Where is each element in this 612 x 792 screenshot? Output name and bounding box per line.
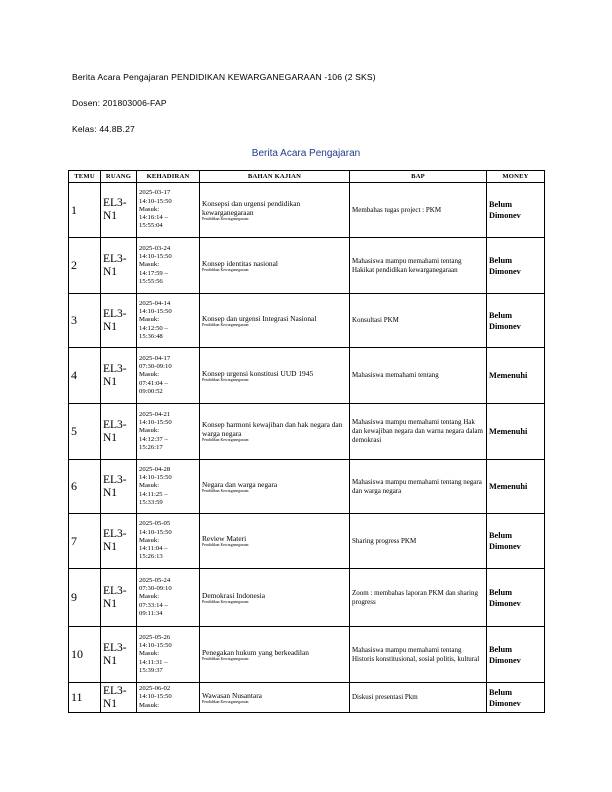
kehadiran-line: 15:26:17 — [139, 443, 163, 451]
kehadiran-line: 2025-04-21 — [139, 410, 171, 418]
cell-money-status: Memenuhi — [487, 348, 545, 404]
cell-kehadiran — [137, 404, 200, 460]
table-row — [69, 460, 545, 514]
kehadiran-line: 15:36:48 — [139, 332, 163, 340]
cell-bap: Sharing progress PKM — [350, 514, 487, 569]
bahan-reference: Pendidikan Kewarganegaraan — [202, 543, 249, 547]
cell-temu: 5 — [69, 404, 101, 460]
kehadiran-line: 07:33:14 – — [139, 601, 168, 609]
kehadiran-line: 2025-05-26 — [139, 633, 171, 641]
cell-money-status: Belum Dimonev — [487, 294, 545, 348]
kehadiran-line: 2025-03-17 — [139, 189, 171, 197]
cell-bahan-kajian — [200, 627, 350, 683]
cell-money-status: Belum Dimonev — [487, 238, 545, 294]
kehadiran-line: 09:11:34 — [139, 609, 163, 617]
kehadiran-line: 2025-04-14 — [139, 299, 171, 307]
cell-bahan-kajian — [200, 294, 350, 348]
cell-temu: 10 — [69, 627, 101, 683]
cell-kehadiran — [137, 569, 200, 627]
cell-ruang: EL3-N1 — [101, 460, 137, 514]
cell-money-status: Belum Dimonev — [487, 514, 545, 569]
kehadiran-line: 14:11:31 – — [139, 658, 168, 666]
bahan-reference: Pendidikan Kewarganegaraan — [202, 656, 249, 661]
cell-ruang: EL3-N1 — [101, 348, 137, 404]
bahan-reference: Pendidikan Kewarganegaraan — [202, 599, 249, 604]
kehadiran-line: 14:10-15:50 — [139, 474, 172, 482]
kehadiran-line: 07:41:04 – — [139, 379, 168, 387]
kehadiran-line: Masuk: — [139, 593, 160, 601]
cell-temu: 1 — [69, 183, 101, 238]
kehadiran-line: 15:26:13 — [139, 553, 163, 561]
cell-ruang: EL3-N1 — [101, 183, 137, 238]
cell-kehadiran — [137, 514, 200, 569]
table-row — [69, 569, 545, 627]
cell-bahan-kajian — [200, 569, 350, 627]
cell-ruang: EL3-N1 — [101, 627, 137, 683]
bahan-text: Konsep dan urgensi Integrasi Nasional — [202, 313, 317, 323]
kehadiran-line: Masuk: — [139, 650, 160, 658]
kehadiran-line: 15:39:37 — [139, 666, 163, 674]
cell-ruang: EL3-N1 — [101, 683, 137, 713]
kehadiran-line: Masuk: — [139, 701, 160, 709]
cell-bahan-kajian — [200, 183, 350, 238]
kehadiran-line: 14:16:14 – — [139, 214, 168, 222]
cell-bap: Mahasiswa mampu memahami tentang Hakikat pendidikan kewarganegaraan — [350, 238, 487, 294]
kehadiran-line: 14:10-15:50 — [139, 197, 172, 205]
class-line: Kelas: 44.8B.27 — [72, 124, 135, 134]
bahan-text: Negara dan warga negara — [202, 479, 278, 489]
bahan-text: Review Materi — [202, 534, 247, 543]
cell-temu: 2 — [69, 238, 101, 294]
kehadiran-line: 2025-05-05 — [139, 520, 171, 528]
kehadiran-line: Masuk: — [139, 427, 160, 435]
cell-money-status: Belum Dimonev — [487, 569, 545, 627]
cell-ruang: EL3-N1 — [101, 294, 137, 348]
cell-bap: Mahasiswa mampu memahami tentang negara dan warga negara — [350, 460, 487, 514]
kehadiran-line: 14:10-15:50 — [139, 253, 172, 261]
cell-money-status: Memenuhi — [487, 404, 545, 460]
cell-ruang: EL3-N1 — [101, 514, 137, 569]
table-row — [69, 183, 545, 238]
cell-ruang: EL3-N1 — [101, 569, 137, 627]
cell-temu: 3 — [69, 294, 101, 348]
col-header-ruang: RUANG — [101, 171, 137, 183]
bahan-text: Wawasan Nusantara — [202, 690, 262, 700]
kehadiran-line: Masuk: — [139, 371, 160, 379]
kehadiran-line: Masuk: — [139, 536, 160, 544]
cell-kehadiran — [137, 348, 200, 404]
cell-money-status: Memenuhi — [487, 460, 545, 514]
cell-kehadiran — [137, 183, 200, 238]
kehadiran-line: 14:12:50 – — [139, 324, 168, 332]
cell-kehadiran — [137, 460, 200, 514]
kehadiran-line: Masuk: — [139, 205, 160, 213]
kehadiran-line: Masuk: — [139, 261, 160, 269]
kehadiran-line: 14:10-15:50 — [139, 693, 172, 701]
col-header-kehadiran: KEHADIRAN — [137, 171, 200, 183]
kehadiran-line: 2025-04-28 — [139, 465, 171, 473]
bahan-reference: Pendidikan Kewarganegaraan — [202, 488, 249, 493]
kehadiran-line: 07:30-09:10 — [139, 585, 172, 593]
bahan-reference: Pendidikan Kewarganegaraan — [202, 377, 249, 382]
bahan-text: Penegakan hukum yang berkeadilan — [202, 647, 309, 657]
kehadiran-line: 14:10-15:50 — [139, 528, 172, 536]
cell-bahan-kajian — [200, 514, 350, 569]
cell-money-status: Belum Dimonev — [487, 683, 545, 713]
table-row — [69, 404, 545, 460]
kehadiran-line: 07:30-09:10 — [139, 363, 172, 371]
cell-bap: Mahasiswa mampu memahami tentang Hak dan kewajiban negara dan warna negara dalam demokrasi — [350, 404, 487, 460]
cell-kehadiran — [137, 238, 200, 294]
cell-bap: Diskusi presentasi Pkm — [350, 683, 487, 713]
kehadiran-line: 14:10-15:50 — [139, 642, 172, 650]
bahan-text: Konsep identitas nasional — [202, 258, 278, 268]
cell-temu: 7 — [69, 514, 101, 569]
document-heading: Berita Acara Pengajaran PENDIDIKAN KEWARGANEGARAAN -106 (2 SKS) — [72, 72, 376, 82]
kehadiran-line: 15:55:56 — [139, 277, 163, 285]
cell-money-status: Belum Dimonev — [487, 627, 545, 683]
col-header-money: MONEY — [487, 171, 545, 183]
table-header-row — [69, 171, 545, 183]
cell-bahan-kajian — [200, 238, 350, 294]
bahan-reference: Pendidikan Kewarganegaraan — [202, 699, 249, 704]
table-row — [69, 238, 545, 294]
bahan-text: Konsep harmoni kewajiban dan hak negara dan warga negara — [202, 420, 343, 438]
cell-ruang: EL3-N1 — [101, 404, 137, 460]
kehadiran-line: 2025-03-24 — [139, 244, 171, 252]
bahan-reference: Pendidikan Kewarganegaraan — [202, 438, 249, 442]
cell-kehadiran — [137, 627, 200, 683]
cell-bahan-kajian — [200, 460, 350, 514]
cell-bahan-kajian — [200, 683, 350, 713]
kehadiran-line: 14:12:37 – — [139, 435, 168, 443]
kehadiran-line: 14:10-15:50 — [139, 419, 172, 427]
table-row — [69, 348, 545, 404]
cell-bap: Mahasiswa mampu memahami tentang Historis konstitusional, sosial politis, kultural — [350, 627, 487, 683]
table-title: Berita Acara Pengajaran — [251, 148, 361, 159]
cell-kehadiran — [137, 294, 200, 348]
table-row — [69, 294, 545, 348]
cell-temu: 6 — [69, 460, 101, 514]
kehadiran-line: 2025-05-24 — [139, 576, 171, 584]
cell-bap: Konsultasi PKM — [350, 294, 487, 348]
bahan-reference: Pendidikan Kewarganegaraan — [202, 322, 249, 327]
cell-temu: 4 — [69, 348, 101, 404]
table-row — [69, 627, 545, 683]
kehadiran-line: 14:11:04 – — [139, 545, 168, 553]
kehadiran-line: Masuk: — [139, 482, 160, 490]
bahan-reference: Pendidikan Kewarganegaraan — [202, 267, 249, 272]
cell-bap: Membahas tugas project : PKM — [350, 183, 487, 238]
teaching-record-table — [68, 170, 545, 713]
kehadiran-line: 15:33:59 — [139, 498, 163, 506]
table-row — [69, 683, 545, 713]
col-header-bahan-kajian: BAHAN KAJIAN — [200, 171, 350, 183]
cell-bahan-kajian — [200, 348, 350, 404]
bahan-reference: Pendidikan Kewarganegaraan — [202, 216, 249, 221]
cell-temu: 9 — [69, 569, 101, 627]
bahan-text: Demokrasi Indonesia — [202, 590, 266, 600]
cell-ruang: EL3-N1 — [101, 238, 137, 294]
kehadiran-line: Masuk: — [139, 316, 160, 324]
table-row — [69, 514, 545, 569]
kehadiran-line: 09:00:52 — [139, 387, 163, 395]
kehadiran-line: 14:17:59 – — [139, 269, 168, 277]
cell-bap: Zoom : membahas laporan PKM dan sharing progress — [350, 569, 487, 627]
cell-bahan-kajian — [200, 404, 350, 460]
cell-kehadiran — [137, 683, 200, 713]
kehadiran-line: 14:11:25 – — [139, 490, 168, 498]
cell-money-status: Belum Dimonev — [487, 183, 545, 238]
bahan-text: Konsepsi dan urgensi pendidikan kewarganegaraan — [202, 198, 301, 217]
cell-temu: 11 — [69, 683, 101, 713]
kehadiran-line: 14:10-15:50 — [139, 308, 172, 316]
col-header-temu: TEMU — [69, 171, 101, 183]
kehadiran-line: 15:55:04 — [139, 222, 163, 230]
lecturer-line: Dosen: 201803006-FAP — [72, 98, 167, 108]
col-header-bap: BAP — [350, 171, 487, 183]
cell-bap: Mahasiswa memahami tentang — [350, 348, 487, 404]
kehadiran-line: 2025-06-02 — [139, 685, 171, 693]
kehadiran-line: 2025-04-17 — [139, 354, 171, 362]
bahan-text: Konsep urgensi konstitusi UUD 1945 — [202, 368, 314, 378]
